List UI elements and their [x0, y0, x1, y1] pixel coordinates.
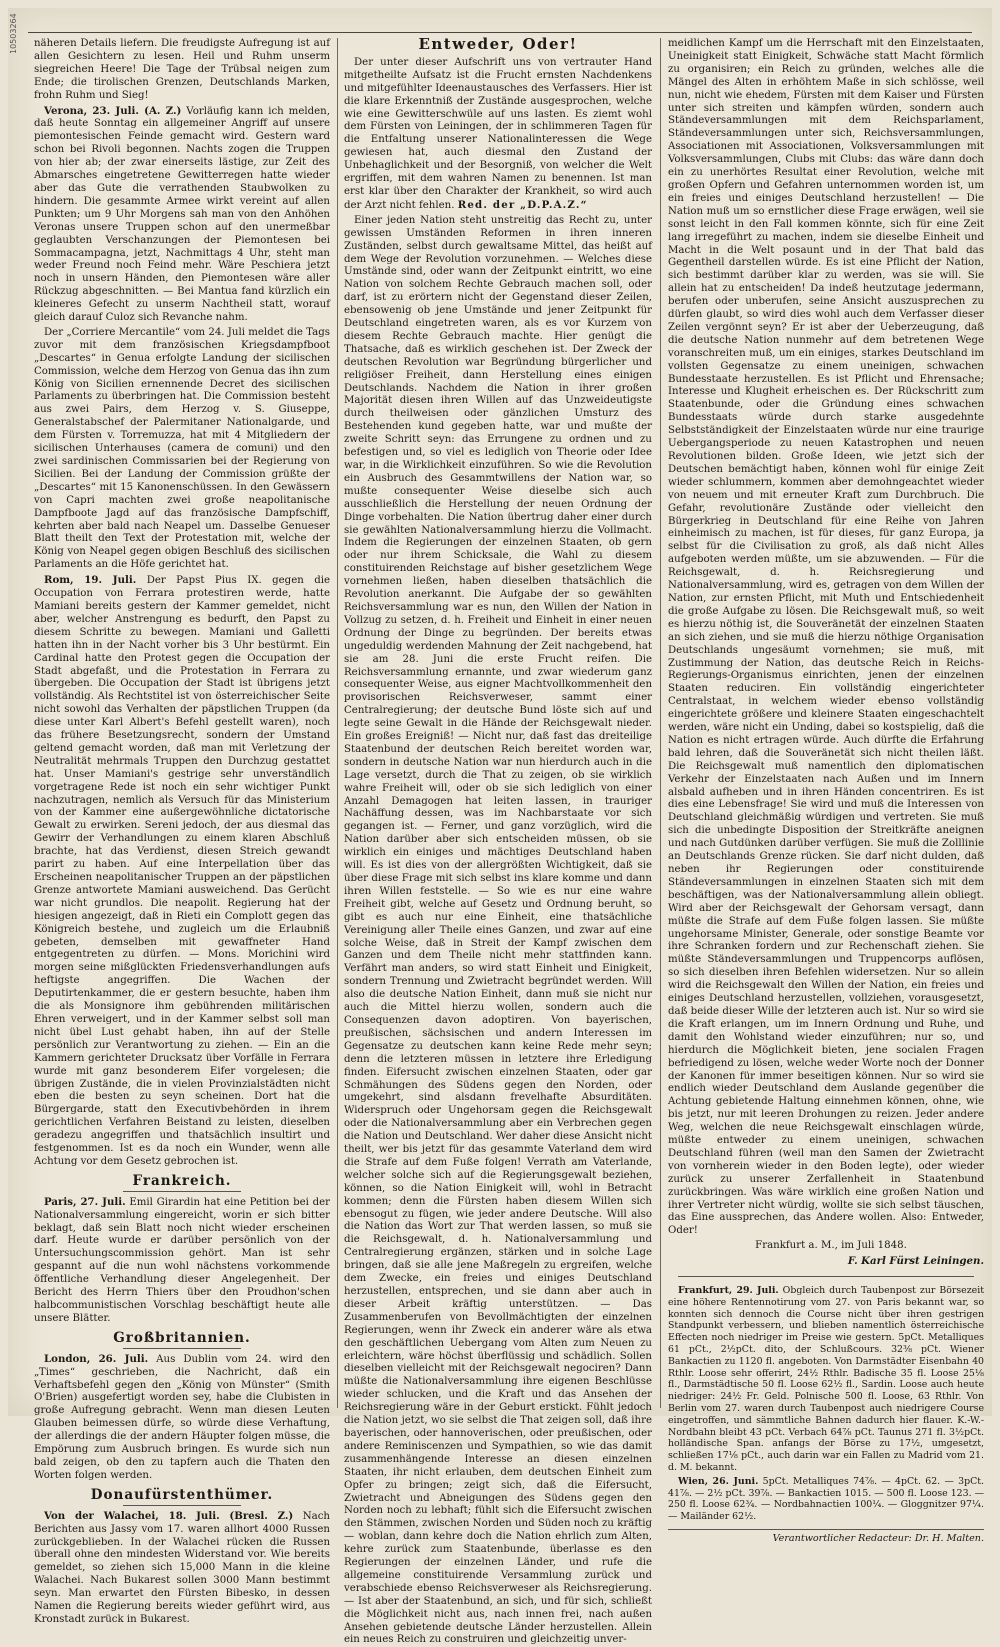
essay-paragraph: Einer jeden Nation steht unstreitig das Recht zu, unter gewissen Umständen Reformen in ihren inneren Zuständen, selbst durch gewaltsame Mittel, das heißt auf dem Wege der Revolution vorzunehmen. — Welches diese Umstände sind, oder wann der Zeitpunkt eintritt, wo eine Nation von solchem Rechte Gebrauch machen soll, oder darf, ist zu erörtern nicht der Gegenstand dieser Zeilen, ebensowenig ob jene Umstände und jener Zeitpunkt für Deutschland eingetreten waren, als es vor Kurzem von diesem Rechte Gebrauch machte. Hier genügt die Thatsache, daß es wirklich geschehen ist. Der Zweck der deutschen Revolution war Begründung bürgerlicher und religiöser Freiheit, dann Herstellung eines einigen Deutschlands. Nachdem die Nation in ihrer großen Majorität diesen ihren Willen auf das Unzweideutigste durch theilweisen oder gänzlichen Umsturz des Bestehenden kund gegeben hatte, war und mußte der zweite Schritt seyn: das Errungene zu ordnen und zu befestigen und, so viel es lediglich von Theorie oder Idee war, in die Wirklichkeit einzuführen. So wie die Revolution ein Ausbruch des Gesammtwillens der Nation war, so mußte consequenter Weise dieselbe sich auch ausschließlich die Herstellung der neuen Ordnung der Dinge vorbehalten. Die Nation übertrug daher einer durch sie gewählten Nationalversammlung hierzu die Vollmacht. Indem die Regierungen der einzelnen Staaten, ob gern oder nur ihrem Schicksale, die Wahl zu diesem constituirenden Reichstage auf bisher gesetzlichem Wege vornehmen ließen, haben dieselben thatsächlich die Revolution anerkannt. Die Aufgabe der so gewählten Reichsversammlung war es nun, den Willen der Nation in Vollzug zu setzen, d. h. Freiheit und Einheit in einer neuen Ordnung der Dinge zu begründen. Der bereits etwas ungeduldig werdenden Mahnung der Zeit nachgebend, hat sie am 28. Juni die erste Frucht reifen. Die Reichsversammlung ernannte, und zwar wiederum ganz consequenter Weise, aus eigner Machtvollkommenheit den provisorischen Reichsverweser, sammt einer Centralregierung; der deutsche Bund löste sich auf und legte seine Gewalt in die Hände der Reichsgewalt nieder. Ein großes Ereigniß! — Nicht nur, daß fast das dreiteilige Staatenbund der deutschen Reich bereitet worden war, sondern in deutsche Nation war nun hierdurch auch in die Lage versetzt, durch die That zu zeigen, ob sie wirklich wahre Freiheit will, oder ob sie sich lediglich von einer Anzahl Demagogen hat leiten lassen, in trauriger Nachäffung dessen, was im Nachbarstaate vor sich gegangen ist. — Ferner, und ganz vorzüglich, wird die Nation darüber aber sich entscheiden müssen, ob sie wirklich ein einiges und mächtiges Deutschland haben will. Es ist dies von der allergrößten Wichtigkeit, daß sie über diese Frage mit sich selbst ins klare komme und dann ihren Willen feststelle. — So wie es nur eine wahre Freiheit gibt, welche auf Gesetz und Ordnung beruht, so gibt es auch nur eine Einheit, eine thatsächliche Vereinigung aller Theile eines Ganzen, und zwar auf eine solche Weise, daß in Streit der Kampf zwischen dem Ganzen und dem Theile nicht mehr stattfinden kann. Verfährt man anders, so wird statt Einheit und Einigkeit, sondern Trennung und Zwietracht begründet werden. Will also die deutsche Nation Einheit, dann muß sie nicht nur auch die Mittel hierzu wollen, sondern auch die Consequenzen davon adoptiren. Von bayerischen, preußischen, sächsischen und andern Interessen im Gegensatze zu deutschen kann keine Rede mehr seyn; denn die letzteren müssen in letztere ihre Erledigung finden. Eifersucht zwischen einzelnen Staaten, oder gar Schmähungen des Südens gegen den Norden, oder umgekehrt, sind alsdann frevelhafte Absurditäten. Widerspruch oder Ungehorsam gegen die Reichsgewalt oder die Nationalversammlung aber ein Verbrechen gegen die Nation und Deutschland. Wer daher diese Ansicht nicht theilt, wer bis jetzt für das gesammte Vaterland dem wird die Strafe auf dem Fuße folgen! Verrath am Vaterlande, welcher solche sich auf die Regierungsgewalt beziehen, können, so die Nation Einigkeit will, wohl in Betracht kommen; denn die Fürsten haben diesem Willen sich ebensogut zu fügen, wie jeder andere Deutsche. Will also die Nation das Wort zur That werden lassen, so muß sie die Reichsgewalt, d. h. Nationalversammlung und Centralregierung ergänzen, stärken und in solche Lage bringen, daß sie alle jene Maßregeln zu ergreifen, welche dem Zwecke, ein freies und einiges Deutschland herzustellen, entsprechen, und sie dann aber auch in dieser Arbeit kräftig unterstützen. — Das Zusammenberufen von Bevollmächtigten der einzelnen Regierungen, wenn ihr Zweck ein anderer wäre als etwa den geschäftlichen Uebergang vom Alten zum Neuen zu erleichtern, wäre höchst überflüssig und schädlich. Sollen dieselben vielleicht mit der Reichsgewalt negociren? Dann müßte die Nationalversammlung ihre eigenen Beschlüsse wieder schlucken, und die Kraft und das Ansehen der Reichsregierung wäre in der Geburt erstickt. Fühlt jedoch die Nation jetzt, wo sie selbst die That zeigen soll, daß ihre bayerischen, oder hannoverischen, oder preußischen, oder andere Reminiscenzen und Sympathien, so wie das damit zusammenhängende Interesse an diesen einzelnen Staaten, ihr nicht erlauben, dem deutschen Einheit zum Opfer zu bringen; zeigt sich, daß die Eifersucht, Zwietracht und Abneigungen des Südens gegen den Norden noch zu lebhaft; fühlt sich die Eifersucht zwischen den Stämmen, zwischen Norden und Süden noch zu kräftig — woblan, dann kehre doch die Nation ehrlich zum Alten, kehre zurück zum Staatenbunde, überlasse es den Regierungen der einzelnen Länder, und rufe die allgemeine constituirende Versammlung zurück und verabschiede ebenso Reichsverweser als Reichsregierung. — Ist aber der Staatenbund, an sich, und für sich, schließt die Möglichkeit nicht aus, nach innen frei, nach außen Ansehen gebietende deutsche Länder herzustellen. Allein ein neues Reich zu construiren und gleichzeitig unver- — [344, 214, 652, 1646]
column-2 — [344, 35, 652, 1646]
london-article — [34, 1353, 330, 1483]
rom-dateline: Rom, 19. Juli. — [44, 574, 137, 587]
wien-report — [668, 1476, 984, 1523]
section-donaufuerstenthuemer — [34, 1486, 330, 1506]
section-frankreich-title: Frankreich. — [132, 1172, 232, 1189]
verona-article — [34, 105, 330, 325]
newspaper-page — [8, 8, 992, 1646]
london-dateline: London, 26. Juli. — [44, 1352, 149, 1365]
section-grossbritannien — [34, 1329, 330, 1349]
london-text: Aus Dublin vom 24. wird den „Times“ geschrieben, die Nachricht, daß ein Verhaftsbefehl gegen den „König von Münster“ (Smith O'Brien) ausgefertigt worden sey, habe die Clubisten in große Aufregung gebracht. Wenn man diesen Leuten Glauben beimessen dürfe, so würde diese Verhaftung, der allerdings die der andern Häupter folgen müsse, die Empörung zum Ausbruch bringen. Es wurde sich nun bald zeigen, ob den zu tapfern auch die Thaten den Worten folgen werden. — [34, 1353, 330, 1481]
walachei-article — [34, 1510, 330, 1627]
essay-continuation: meidlichen Kampf um die Herrschaft mit den Einzelstaaten, Uneinigkeit statt Einigkeit, Schwäche statt Macht förmlich zu organisiren; ein Reich zu gründen, welches alle die Mängel des Alten in erhöhtem Maße in sich schlösse, weil nun, nicht wie ehedem, Fürsten mit dem Kaiser und Fürsten unter sich streiten und kämpfen würden, sondern auch Ständeversammlungen mit dem Reichsparlament, Ständeversammlungen unter sich, Reichsversammlungen, Associationen mit Associationen, Volksversammlungen mit Volksversammlungen, Clubs mit Clubs: das wäre dann doch ein zu unerhörtes Resultat einer Revolution, welche mit großen Opfern und Gefahren unternommen worden ist, um ein freies und einiges Deutschland herzustellen! — Die Nation muß um so ernstlicher diese Frage erwägen, weil sie sonst leicht in den Fall kommen könnte, sich für eine Zeit lang irregeführt zu machen, indem sie dieselbe Einheit und Macht in die Welt posaunt und in der That bald das Gegentheil darstellen würde. Es ist eine Pflicht der Nation, sich bestimmt darüber klar zu werden, was sie will. Sie allein hat zu entscheiden! Da indeß heutzutage jedermann, berufen oder unberufen, seine Ansicht auszusprechen zu dürfen glaubt, so wird dies wohl auch dem Verfasser dieser Zeilen vergönnt seyn? Er ist aber der Ueberzeugung, daß die deutsche Nation nunmehr auf dem betretenen Wege voranschreiten muß, um ein einiges, starkes Deutschland im vollsten Gegensatze zu einem uneinigen, schwachen Bundesstaate herzustellen. Es ist Pflicht und Ehrensache; Interesse und Klugheit erheischen es. Der Rückschritt zum Staatenbunde, oder die Gründung eines schwachen Bundesstaats würde durch starke ausgedehnte Selbstständigkeit der Einzelstaaten würde nur eine traurige Uebergangsperiode zu neuen Katastrophen und neuen Revolutionen bilden. Große Ideen, wie jetzt sich der Deutschen bemächtigt haben, können wohl für einige Zeit wieder schlummern, kommen aber demohngeachtet wieder von neuem und mit erneuter Kraft zum Durchbruch. Die Gefahr, revolutionäre Zustände oder vielleicht den Bürgerkrieg in Deutschland für eine Reihe von Jahren einheimisch zu machen, ist für dieses, für ganz Europa, ja selbst für die Civilisation zu groß, als daß nicht Alles aufgeboten werden müßte, um sie abzuwenden. — Für die Reichsgewalt, d. h. Reichsregierung und Nationalversammlung, wird es, getragen von dem Willen der Nation, zur ernsten Pflicht, mit Muth und Entschiedenheit die große Aufgabe zu lösen. Die Reichsgewalt muß, so weit es hierzu nöthig ist, die Souveränetät der einzelnen Staaten an sich ziehen, und sie muß die hierzu nöthige Organisation Deutschlands ungesäumt vornehmen; sie muß, mit Zustimmung der Nation, das deutsche Reich in Reichs-Regierungs-Organismus einrichten, jenen der einzelnen Staaten reduciren. Ein vollständig eingerichteter Centralstaat, in welchem wieder ebenso vollständig eingerichtete größere und kleinere Staaten eingeschachtelt werden, wäre nicht ein Unding, dabei so kostspielig, daß die Nation es nicht ertragen würde. Auch dürfte die Erfahrung bald lehren, daß die Souveränetät sich nicht theilen läßt. Die Reichsgewalt muß namentlich den diplomatischen Verkehr der Einzelstaaten nach Außen und im Innern alsbald aufheben und in ihren Händen concentriren. Es ist dies eine Lebensfrage! Sie wird und muß die Interessen von Deutschland gleichmäßig würdigen und vertreten. Sie muß sich die unbedingte Disposition der Streitkräfte aneignen und nach Gutdünken darüber verfügen. Sie muß die Zolllinie an Deutschlands Grenze rücken. Sie darf nicht dulden, daß neben ihr Regierungen oder constituirende Ständeversammlungen in einzelnen Staaten sich mit dem beschäftigen, was der Nationalversammlung allein obliegt. Wird aber der Reichsgewalt der Gehorsam versagt, dann müßte die Strafe auf dem Fuße folgen lassen. Sie müßte ungehorsame Minister, Generale, oder sonstige Beamte vor ihre Schranken fordern und zur Rechenschaft ziehen. Sie müßte Ständeversammlungen und Truppencorps auflösen, so sich dieselben ihren Befehlen widersetzen. Nur so allein wird die Reichsgewalt den Willen der Nation, ein freies und einiges Deutschland herzustellen, vollziehen, vorausgesetzt, daß beide dieser Wille der letzteren auch ist. Nur so wird sie die Kraft erlangen, um im Innern Ordnung und Ruhe, und damit den Wohlstand wieder einzuführen; nur so, und hierdurch die Möglichkeit bieten, jene socialen Fragen befriedigend zu lösen, welche weder Worte noch der Donner der Kanonen für immer beseitigen können. Nur so wird sie endlich wieder Deutschland dem Auslande gegenüber die Achtung gebietende Haltung einnehmen können, ohne, wie bis jetzt, nur mit leeren Drohungen zu reizen. Jeder andere Weg, welchen die neue Reichsgewalt einschlagen würde, müßte entweder zu einem uneinigen, schwachen Deutschland führen (weil man den Samen der Zwietracht von vornherein wieder in den Boden legte), oder wieder zurück zu unserer Zerfallenheit in Staatenbund zurückbringen. Was wäre wirklich eine großen Nation und ihrer Vertreter nicht würdig, wollte sie sich selbst täuschen, das Eine aussprechen, das Andere wollen. Also: Entweder, Oder! — [668, 38, 984, 1237]
editor-note — [344, 57, 652, 213]
paris-article — [34, 1196, 330, 1326]
article-title: Entweder, Oder! — [418, 35, 578, 53]
signature-name: F. Karl Fürst Leiningen. — [847, 1255, 984, 1268]
market-report — [668, 1285, 984, 1474]
signature-date: Frankfurt a. M., im Juli 1848. — [755, 1240, 907, 1252]
rom-article — [34, 574, 330, 1169]
section-frankreich — [34, 1172, 330, 1192]
section-rule — [123, 1191, 241, 1192]
paris-text: Emil Girardin hat eine Petition bei der Nationalversammlung eingereicht, worin er sich bitter beklagt, daß sein Blatt noch nicht wieder erscheinen darf. Heute wurde er darüber persönlich von der Untersuchungscommission gehört. Man ist sehr gespannt auf die nun wohl nächstens vorkommende öffentliche Verhandlung dieser Angelegenheit. Der Bericht des Herrn Thiers über den Proudhon'schen halbcommunistischen Vorschlag beschäftigt heute alle unsere Blätter. — [34, 1196, 330, 1324]
walachei-dateline: Von der Walachei, 18. Juli. (Bresl. Z.) — [44, 1509, 294, 1522]
column-3 — [668, 38, 985, 1545]
page-id: 10503264 — [9, 13, 18, 54]
section-gb-title: Großbritannien. — [113, 1329, 251, 1346]
editor-note-text: Der unter dieser Aufschrift uns von vertrauter Hand mitgetheilte Aufsatz ist die Frucht ernsten Nachdenkens und mitgefühlter Ideenaustausches des Verfassers. Hier ist die klare Erkenntniß der Zustände ausgesprochen, welche wie eine Gewitterschwüle auf uns lasten. Es ziemt wohl dem Fürsten von Leiningen, der in schlimmeren Tagen für die Entfaltung unserer Nationalinteressen die Wege gewiesen hat, auch diesmal den Zustand der Unbehaglichkeit und der Besorgniß, von welcher die Welt ergriffen, mit dem wahren Namen zu benennen. Ist man erst klar über den Charakter der Krankheit, so wird auch der Arzt nicht fehlen. — [344, 56, 652, 211]
editor-footer: Verantwortlicher Redacteur: Dr. H. Malten. — [668, 1529, 984, 1546]
editor-signature: Red. der „D.P.A.Z.“ — [457, 198, 588, 211]
section-rule — [123, 1348, 241, 1349]
intro-paragraph: näheren Details liefern. Die freudigste Aufregung ist auf allen Gesichtern zu lesen. Heil und Ruhm unserm siegreichen Heere! Die Tage der Trübsal neigen zum Ende; die tirolischen Grenzen, Deutschlands Marken, frohn Ruhm und Sieg! — [34, 38, 330, 101]
section-rule — [123, 1505, 241, 1506]
walachei-text: Nach Berichten aus Jassy vom 17. waren allhort 4000 Russen zurückgeblieben. In der Walachei rücken die Russen überall ohne den mindesten Widerstand vor. Wie bereits gemeldet, so ziehen sich 15,000 Mann in die kleine Walachei. Nach Bukarest sollen 3000 Mann bestimmt seyn. Man erwartet den Fürsten Bibesko, in dessen Namen die Regierung bereits wieder geführt wird, aus Kronstadt zurück in Bukarest. — [34, 1510, 330, 1625]
market-text: Obgleich durch Taubenpost zur Börsezeit eine höhere Rentennotirung vom 27. von Paris bekannt war, so konnten sich dennoch die Course nicht über ihren gestrigen Standpunkt verbessern, und blieben namentlich österreichische Effecten noch niedriger im Preise wie gestern. 5pCt. Metalliques 61 pCt., 2½pCt. dito, der Schlußcours. 32⅜ pCt. Wiener Bankactien zu 1120 fl. angeboten. Von Darmstädter Eisenbahn 40 Rthlr. Loose sehr offerirt, 24½ Rthlr. Badische 35 fl. Loose 25⅛ fl., Darmstädtische 50 fl. Loose 62½ fl., Sardin. Loose auch heute niedriger: 24½ Fr. Geld. Polnische 500 fl. Loose, 63 Rthlr. Von Berlin vom 27. waren durch Taubenpost auch niedrigere Course eingetroffen, und sämmtliche Bahnen dadurch hier flauer. K.-W.-Nordbahn bleibt 43 pCt. Verbach 64⅞ pCt. Taunus 271 fl. 3½pCt. holländische Span. anfangs der Börse zu 17½, umgesetzt, schließen 17⅛ pCt., auch darin war ein Fallen zu Madrid vom 21. d. M. bekannt. — [668, 1285, 984, 1474]
wien-dateline: Wien, 26. Juni. — [678, 1475, 759, 1487]
separator — [678, 1276, 974, 1277]
top-rule — [28, 32, 972, 33]
column-1 — [34, 38, 330, 1625]
column-divider-2 — [660, 38, 661, 1408]
verona-text: Vorläufig kann ich melden, daß heute Sonntag ein allgemeiner Angriff auf unsere piemontesischen Feinde gemacht wird. Gestern ward schon bei Rivoli begonnen. Nachts zogen die Truppen von hier ab; der zwar einerseits lästige, zur Zeit des Abmarsches eingetretene Gewitterregen hatte wieder aber das Gute die verrathenden Staubwolken zu hindern. Die gesammte Armee wirkt vereint auf allen Punkten; um 9 Uhr Morgens sah man von den Anhöhen Veronas unsere Truppen schon auf den unermeßbar geglaubten Verschanzungen der Piemontesen bei Sommacampagna, jetzt, Nachmittags 4 Uhr, steht man weder Freund noch Feind mehr. Wäre Peschiera jetzt noch in unsern Händen, den Piemontesen wäre aller Rückzug abgeschnitten. — Bei Mantua fand kürzlich ein kleineres Gefecht zu unserm Nachtheil statt, worauf gleich darauf Culoz sich Revanche nahm. — [34, 105, 330, 324]
corriere-article: Der „Corriere Mercantile“ vom 24. Juli meldet die Tags zuvor mit dem französischen Kriegsdampfboot „Descartes“ in Genua erfolgte Landung der sicilischen Commission, welche dem Herzog von Genua das ihn zum König von Sicilien ernennende Decret des sicilischen Parlaments zu überbringen hat. Die Commission besteht aus zwei Pairs, dem Herzog v. S. Giuseppe, Generalstabschef der Palermitaner Nationalgarde, und dem Fürsten v. Torremuzza, hat mit 4 Mitgliedern der sicilischen Unterhauses (camera de comuni) und den zwei sardinischen Commissarien bei der Regierung von Sicilien. Bei der Landung der Commission grüßte der „Descartes“ mit 15 Kanonenschüssen. In den Gewässern von Capri machten zwei große neapolitanische Dampfboote Jagd auf das französische Dampfschiff, kehrten aber bald nach Neapel um. Dasselbe Genueser Blatt theilt den Text der Protestation mit, welche der König von Neapel gegen obigen Beschluß des sicilischen Parlaments an die Höfe gerichtet hat. — [34, 326, 330, 571]
verona-dateline: Verona, 23. Juli. (A. Z.) — [44, 104, 182, 117]
market-dateline: Frankfurt, 29. Juli. — [678, 1285, 779, 1297]
wien-text: 5pCt. Metalliques 74⅞. — 4pCt. 62. — 3pCt. 41⅞. — 2½ pCt. 39⅞. — Bankactien 1015. — 500 fl. Loose 123. — 250 fl. Loose 62¾. — Nordbahnactien 100¼. — Gloggnitzer 97¼. — Mailänder 62½. — [668, 1475, 985, 1523]
column-divider-1 — [337, 38, 338, 1408]
section-donau-title: Donaufürstenthümer. — [90, 1486, 274, 1503]
rom-text: Der Papst Pius IX. gegen die Occupation von Ferrara protestiren werde, hatte Mamiani bereits gestern der Kammer gemeldet, nicht aber, welcher Anstrengung es bedurft, den Papst zu diesem Schritte zu bewegen. Mamiani und Galletti hatten ihn in der Nacht vorher bis 3 Uhr bestürmt. Ein Cardinal hatte den Protest gegen die Occupation der Stadt abgefaßt, und die Protestation in Ferrara zu übergeben. Die Occupation der Stadt ist übrigens jetzt vollständig. Als Rechtstitel ist von österreichischer Seite nicht sowohl das Verhalten der päpstlichen Truppen (da diese unter Karl Albert's Befehl gestellt waren), noch das frühere Besetzungsrecht, sondern der Umstand geltend gemacht worden, daß man mit Verletzung der Neutralität mehrmals Truppen den Durchzug gestattet hat. Unser Mamiani's gestrige sehr unverständlich vorgetragene Rede ist noch ein sehr wichtiger Punkt nachzutragen, nemlich als Versuch für das Ministerium von der Kammer eine außergewöhnliche dictatorische Gewalt zu erwirken. Sereni jedoch, der aus diesmal das Gewirr der Verhandlungen zu einem klaren Abschluß brachte, hat das Verdienst, diesen Streich gewandt parirt zu haben. Auf eine Interpellation über das Erscheinen neapolitanischer Truppen an der päpstlichen Grenze antwortete Mamiani ausweichend. Das Gerücht war nicht grundlos. Die neapolit. Regierung hat der hiesigen angezeigt, daß in Rieti ein Complott gegen das Königreich bestehe, und zugleich um die Erlaubniß gebeten, demselben mit gewaffneter Hand entgegentreten zu dürfen. — Mons. Morichini wird morgen seine mißglückten Friedensverhandlungen aufs heftigste angegriffen. Die Wachen der Deputirtenkammer, die er gestern besuchte, haben ihm die als Monsignore ihm gebührenden militärischen Ehren verweigert, und in der Kammer selbst soll man nicht übel Lust gehabt haben, ihn auf der Stelle persönlich zur Verantwortung zu ziehen. — Ein an die Kammern gerichteter Drucksatz über Vorfälle in Ferrara wurde mit ganz besonderem Eifer vorgelesen; die übrigen Zustände, die in vielen Provinzialstädten nicht eben die besten zu seyn scheinen. Dort hat die Bürgergarde, statt den Executivbehörden in ihrem gerichtlichen Verfahren Beistand zu leisten, dieselben geradezu angegriffen und thatsächlich insultirt und festgenommen. Ist es da noch ein Wunder, wenn alle Achtung vor dem Gesetz gebrochen ist. — [34, 575, 330, 1167]
paris-dateline: Paris, 27. Juli. — [44, 1195, 126, 1208]
